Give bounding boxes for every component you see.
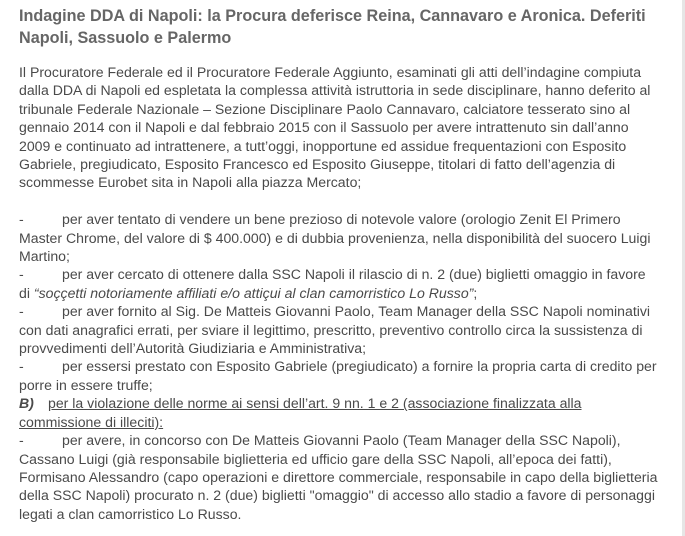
- article-body: [19, 63, 659, 523]
- section-b-heading: [19, 394, 659, 431]
- bullet-item-2-text: per aver cercato di ottenere dalla SSC Napoli il rilascio di n. 2 (due) biglietti omaggio in favore di: [19, 266, 646, 301]
- dash-marker: -: [19, 358, 24, 375]
- intro-paragraph: Il Procuratore Federale ed il Procuratore Federale Aggiunto, esaminati gli atti dell’indagine compiuta dalla DDA di Napoli ed espletata la complessa attività istruttoria in sede disciplinare, hanno deferito al tribunale Federale Nazionale – Sezione Disciplinare Paolo Cannavaro, calciatore tesserato sino al gennaio 2014 con il Napoli e dal febbraio 2015 con il Sassuolo per avere intrattenuto sin dall’anno 2009 e continuato ad intrattenere, a tutt’oggi, inopportune ed assidue frequentazioni con Esposito Gabriele, pregiudicato, Esposito Francesco ed Esposito Giuseppe, titolari di fatto dell’agenzia di scommesse Eurobet sita in Napoli alla piazza Mercato;: [19, 64, 651, 191]
- bullet-item-1: [19, 210, 659, 265]
- bullet-item-3-text: per aver fornito al Sig. De Matteis Giovanni Paolo, Team Manager della SSC Napoli nominativi con dati anagrafici errati, per sviare il legittimo, prescritto, preventivo controllo circa la sussistenza di provvedimenti dell’Autorità Giudiziaria e Amministrativa;: [19, 303, 651, 357]
- dash-marker: -: [19, 303, 24, 320]
- bullet-item-2: [19, 265, 659, 302]
- bullet-item-5-text: per avere, in concorso con De Matteis Giovanni Paolo (Team Manager della SSC Napoli), Cassano Luigi (già responsabile biglietteria ed ufficio gare della SSC Napoli, all’epoca dei fatti), Formisano Alessandro (capo operazioni e direttore commerciale, responsabile in capo della biglietteria della SSC Napoli) procurato n. 2 (due) biglietti "omaggio" di accesso allo stadio a favore di personaggi legati a clan camorristico Lo Russo.: [19, 432, 658, 522]
- bullet-item-2-end: ;: [473, 284, 478, 301]
- bullet-item-2-quote: “soççetti notoriamente affiliati e/o attiçui al clan camorristico Lo Russo”: [33, 284, 474, 301]
- article-title: Indagine DDA di Napoli: la Procura deferisce Reina, Cannavaro e Aronica. Deferiti Napoli, Sassuolo e Palermo: [19, 7, 646, 47]
- dash-marker: -: [19, 266, 24, 283]
- bullet-item-4-text: per essersi prestato con Esposito Gabriele (pregiudicato) a fornire la propria carta di credito per porre in essere truffe;: [19, 358, 657, 393]
- bullet-item-1-text: per aver tentato di vendere un bene prezioso di notevole valore (orologio Zenit El Primero Master Chrome, del valore di $ 400.000) e di dubbia provenienza, nella disponibilità del suocero Luigi Martino;: [19, 211, 651, 265]
- section-b-text: per la violazione delle norme ai sensi dell’art. 9 nn. 1 e 2 (associazione finalizzata alla commissione di illeciti):: [19, 395, 582, 430]
- bullet-item-5: [19, 431, 659, 523]
- dash-marker: -: [19, 432, 24, 449]
- section-b-label: B): [19, 395, 34, 412]
- article: [19, 5, 659, 523]
- dash-marker: -: [19, 211, 24, 228]
- bullet-item-3: [19, 302, 659, 357]
- paragraph-spacer: [19, 192, 659, 210]
- bullet-item-4: [19, 357, 659, 394]
